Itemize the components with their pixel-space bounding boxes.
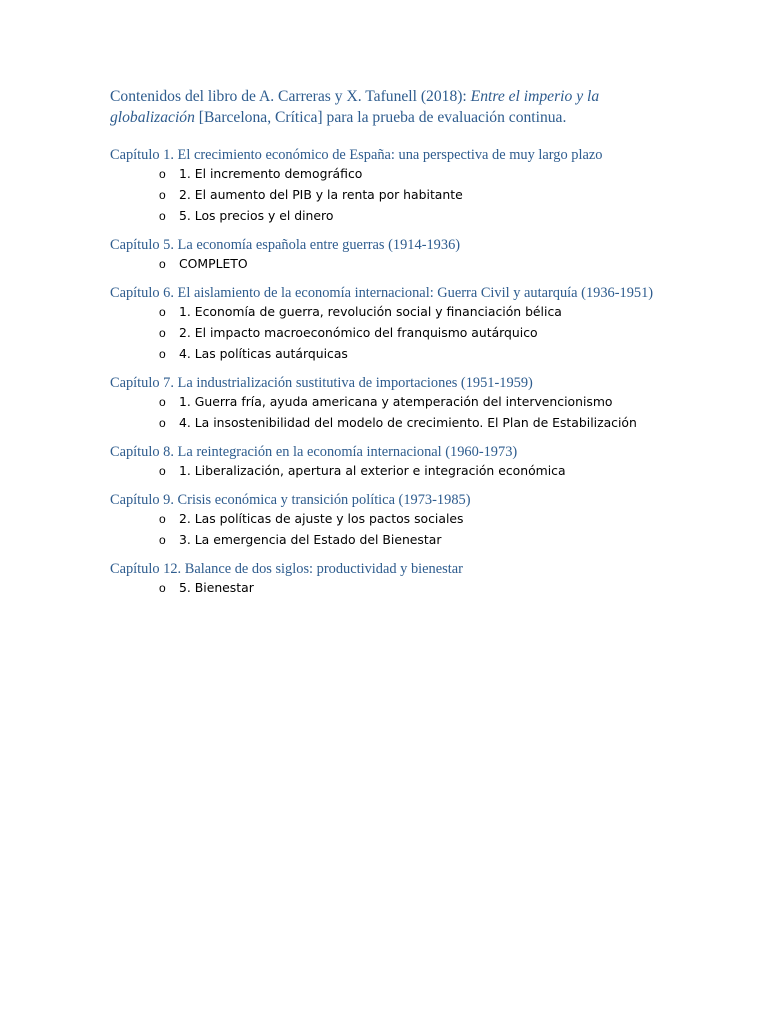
bullet-icon: o <box>159 416 166 430</box>
list-item <box>110 394 662 415</box>
chapter-section <box>110 374 662 436</box>
list-item-text: 5. Los precios y el dinero <box>179 208 334 223</box>
chapter-heading: Capítulo 12. Balance de dos siglos: productividad y bienestar <box>110 561 463 577</box>
list-item <box>110 532 662 553</box>
list-item <box>110 166 662 187</box>
list-item <box>110 208 662 229</box>
chapter-section <box>110 236 662 277</box>
list-item-text: COMPLETO <box>179 256 248 271</box>
chapter-item-list <box>110 166 662 229</box>
chapter-heading: Capítulo 1. El crecimiento económico de España: una perspectiva de muy largo plazo <box>110 147 603 163</box>
bullet-icon: o <box>159 257 166 271</box>
bullet-icon: o <box>159 347 166 361</box>
bullet-icon: o <box>159 209 166 223</box>
bullet-icon: o <box>159 581 166 595</box>
list-item <box>110 580 662 601</box>
list-item-text: 2. El impacto macroeconómico del franquismo autárquico <box>179 325 538 340</box>
list-item <box>110 463 662 484</box>
chapter-item-list <box>110 463 662 484</box>
chapter-heading: Capítulo 5. La economía española entre guerras (1914-1936) <box>110 237 461 253</box>
bullet-icon: o <box>159 188 166 202</box>
bullet-icon: o <box>159 464 166 478</box>
list-item <box>110 346 662 367</box>
bullet-icon: o <box>159 305 166 319</box>
bullet-icon: o <box>159 395 166 409</box>
document-title <box>110 86 662 128</box>
title-prefix: Contenidos del libro de A. Carreras y X. Tafunell (2018): <box>110 88 471 105</box>
chapter-section <box>110 491 662 553</box>
chapter-item-list <box>110 394 662 436</box>
chapter-heading: Capítulo 6. El aislamiento de la economía internacional: Guerra Civil y autarquía (1936-1951) <box>110 285 654 301</box>
list-item-text: 3. La emergencia del Estado del Bienestar <box>179 532 442 547</box>
bullet-icon: o <box>159 167 166 181</box>
book-title: Entre el imperio y la globalización <box>110 88 600 126</box>
title-suffix: [Barcelona, Crítica] para la prueba de evaluación continua. <box>194 109 567 126</box>
list-item <box>110 415 662 436</box>
list-item-text: 1. Liberalización, apertura al exterior e integración económica <box>179 463 566 478</box>
list-item-text: 4. Las políticas autárquicas <box>179 346 348 361</box>
bullet-icon: o <box>159 512 166 526</box>
list-item-text: 2. El aumento del PIB y la renta por habitante <box>179 187 463 202</box>
chapter-heading: Capítulo 8. La reintegración en la economía internacional (1960-1973) <box>110 444 518 460</box>
list-item-text: 4. La insostenibilidad del modelo de crecimiento. El Plan de Estabilización <box>179 415 637 430</box>
chapter-item-list <box>110 580 662 601</box>
chapter-item-list <box>110 256 662 277</box>
list-item <box>110 187 662 208</box>
chapter-list <box>110 146 662 601</box>
list-item-text: 5. Bienestar <box>179 580 254 595</box>
list-item-text: 1. El incremento demográfico <box>179 166 363 181</box>
list-item-text: 1. Guerra fría, ayuda americana y atemperación del intervencionismo <box>179 394 613 409</box>
chapter-section <box>110 146 662 229</box>
chapter-heading: Capítulo 7. La industrialización sustitutiva de importaciones (1951-1959) <box>110 375 533 391</box>
chapter-section <box>110 284 662 367</box>
chapter-section <box>110 560 662 601</box>
list-item <box>110 304 662 325</box>
bullet-icon: o <box>159 533 166 547</box>
chapter-heading: Capítulo 9. Crisis económica y transición política (1973-1985) <box>110 492 471 508</box>
document-page <box>110 86 662 608</box>
chapter-section <box>110 443 662 484</box>
list-item-text: 1. Economía de guerra, revolución social y financiación bélica <box>179 304 562 319</box>
chapter-item-list <box>110 304 662 367</box>
list-item <box>110 325 662 346</box>
list-item <box>110 511 662 532</box>
bullet-icon: o <box>159 326 166 340</box>
list-item-text: 2. Las políticas de ajuste y los pactos sociales <box>179 511 464 526</box>
chapter-item-list <box>110 511 662 553</box>
list-item <box>110 256 662 277</box>
